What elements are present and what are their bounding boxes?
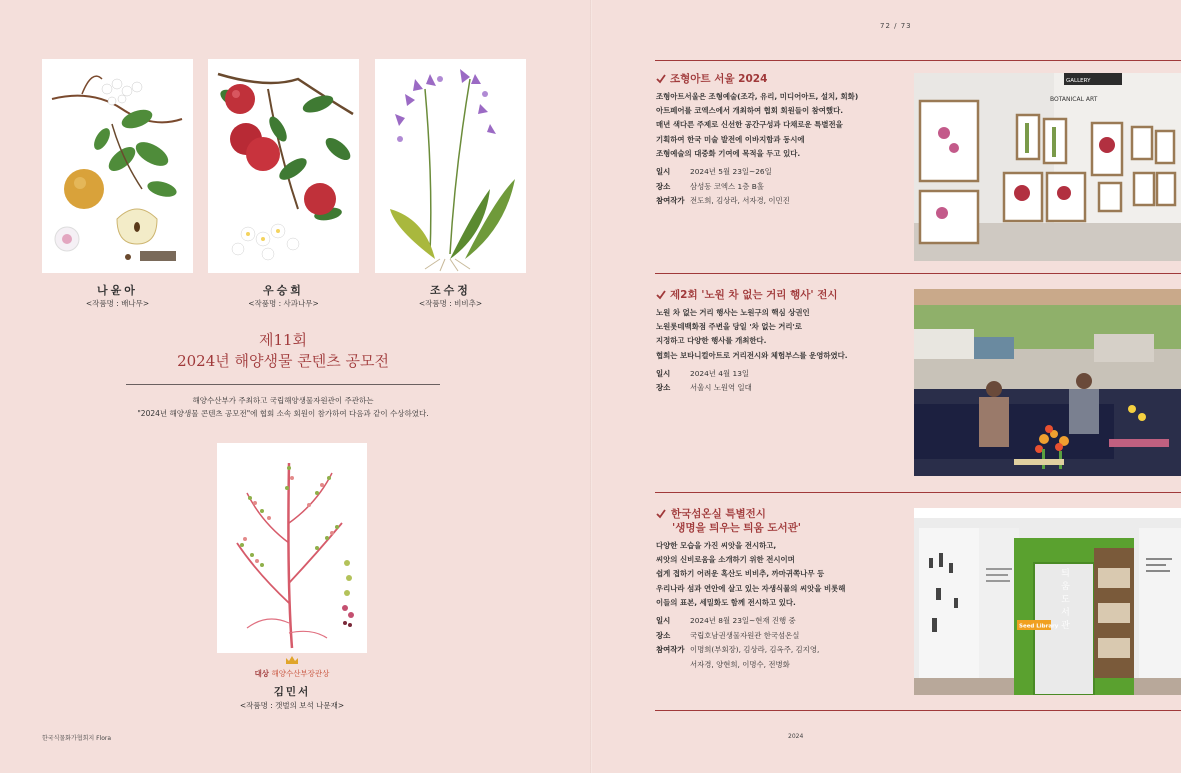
meta-value: 전도희, 김상라, 서자경, 이민진 xyxy=(690,196,790,206)
award-work-title: <작품명 : 갯벌의 보석 나문재> xyxy=(239,701,345,710)
check-icon xyxy=(656,290,666,300)
contest-description xyxy=(100,394,466,420)
apple-tree-illustration xyxy=(208,59,359,273)
body-line: 조형아트서울은 조형예술(조각, 유리, 미디어아트, 설치, 회화) xyxy=(656,92,859,101)
section-body-2 xyxy=(656,306,906,363)
photo-gallery-booth xyxy=(914,73,1181,261)
suaeda-illustration xyxy=(217,443,367,653)
section-title-3 xyxy=(656,507,906,535)
section-title-1-text: 조형아트 서울 2024 xyxy=(670,73,768,85)
meta-row xyxy=(656,165,906,180)
section-title-3-text: 한국섬온실 특별전시 xyxy=(671,508,766,520)
artist-name-1: 나윤아 xyxy=(97,284,138,297)
section-body-1 xyxy=(656,90,906,161)
library-vertical-sign: 틔움도서관 xyxy=(1059,568,1069,633)
meta-value: 서자경, 양현희, 이명수, 전병화 xyxy=(690,659,790,669)
body-line: 이들의 표본, 세밀화도 함께 전시하고 있다. xyxy=(656,597,796,607)
footer-publication: 한국식물화가협회지 Flora xyxy=(42,735,112,742)
meta-value: 삼성동 코엑스 1층 B홀 xyxy=(690,181,764,191)
meta-row xyxy=(656,629,906,644)
body-line: 협회는 보타니컬아트로 거리전시와 체험부스를 운영하였다. xyxy=(656,350,848,360)
meta-row xyxy=(656,381,906,396)
award-artist-name: 김민서 xyxy=(273,686,311,698)
photo-seed-library xyxy=(914,508,1181,695)
meta-key: 장소 xyxy=(656,181,671,191)
contest-desc-line1: 해양수산부가 주최하고 국립해양생물자원관이 주관하는 xyxy=(192,396,374,405)
meta-row xyxy=(656,614,906,629)
meta-key: 일시 xyxy=(656,368,671,378)
meta-value: 서울시 노원역 일대 xyxy=(690,383,752,393)
section-divider-1 xyxy=(655,60,1181,61)
work-title-1: <작품명 : 배나무> xyxy=(85,299,150,308)
gallery-name: BOTANICAL ART xyxy=(1050,96,1098,103)
contest-divider xyxy=(126,384,440,385)
artwork-apple-tree xyxy=(208,59,359,273)
bottom-divider xyxy=(655,710,1181,711)
meta-key: 참여작가 xyxy=(656,645,685,655)
meta-value: 2024년 5월 23일~26일 xyxy=(690,167,772,177)
section-divider-3 xyxy=(655,492,1181,493)
body-line: 노원 차 없는 거리 행사는 노원구의 핵심 상권인 xyxy=(656,308,810,317)
body-line: 우리나라 섬과 연안에 살고 있는 자생식물의 씨앗을 비롯해 xyxy=(656,583,846,593)
artist-name-2: 우승희 xyxy=(263,284,304,297)
meta-value: 2024년 8월 23일~현재 진행 중 xyxy=(690,616,796,626)
section-title-3-subtitle: '생명을 틔우는 틔움 도서관' xyxy=(672,522,801,534)
gallery-label: GALLERY xyxy=(1066,78,1091,84)
meta-key: 일시 xyxy=(656,616,671,626)
meta-value: 국립호남권생물자원관 한국섬온실 xyxy=(690,630,800,640)
body-line: 매년 색다른 주제로 신선한 공간구성과 다채로운 특별전을 xyxy=(656,120,843,130)
hosta-illustration xyxy=(375,59,526,273)
award-grand-label: 대상 xyxy=(254,669,270,678)
section-title-1 xyxy=(656,72,906,86)
body-line: 조형예술의 대중화 기여에 목적을 두고 있다. xyxy=(656,148,801,158)
meta-key: 장소 xyxy=(656,383,671,393)
meta-key: 참여작가 xyxy=(656,196,685,206)
meta-key: 장소 xyxy=(656,630,671,640)
footer-year: 2024 xyxy=(788,733,804,740)
section-meta-1 xyxy=(656,165,906,209)
page-gutter xyxy=(590,0,592,773)
crown-icon xyxy=(285,655,299,665)
photo-street-event xyxy=(914,289,1181,476)
page-number: 72 / 73 xyxy=(880,22,912,30)
section-title-2-text: 제2회 '노원 차 없는 거리 행사' 전시 xyxy=(670,289,838,301)
meta-row xyxy=(656,658,906,673)
contest-title-line1: 제11회 xyxy=(258,331,308,349)
section-divider-2 xyxy=(655,273,1181,274)
work-title-2: <작품명 : 사과나무> xyxy=(248,299,319,308)
body-line: 기획하여 한국 미술 발전에 이바지함과 동시에 xyxy=(656,134,805,144)
check-icon xyxy=(656,509,666,519)
seed-library-photo xyxy=(914,508,1181,695)
meta-row xyxy=(656,180,906,195)
meta-key: 일시 xyxy=(656,167,671,177)
street-event-photo xyxy=(914,289,1181,476)
body-line: 씨앗의 신비로움을 소개하기 위한 전시이며 xyxy=(656,555,795,565)
award-category xyxy=(200,668,384,679)
meta-value: 이명희(부회장), 김상라, 김옥주, 김지영, xyxy=(690,645,820,655)
gallery-booth-photo xyxy=(914,73,1181,261)
section-seed-library xyxy=(656,507,906,672)
body-line: 노원롯데백화점 주변을 당일 '차 없는 거리'로 xyxy=(656,322,802,332)
seed-library-sign: Seed Library xyxy=(1019,623,1059,630)
meta-row xyxy=(656,643,906,658)
body-line: 다양한 모습을 가진 씨앗을 전시하고, xyxy=(656,541,777,550)
section-meta-2 xyxy=(656,367,906,396)
section-title-2 xyxy=(656,288,906,302)
section-nowon-street xyxy=(656,288,906,396)
artwork-hosta xyxy=(375,59,526,273)
award-artwork xyxy=(217,443,367,653)
section-body-3 xyxy=(656,539,906,610)
pear-tree-illustration xyxy=(42,59,193,273)
work-title-3: <작품명 : 비비추> xyxy=(418,299,483,308)
meta-row xyxy=(656,194,906,209)
section-joyeong-art xyxy=(656,72,906,209)
meta-key xyxy=(656,658,690,673)
body-line: 지정하고 다양한 행사를 개최한다. xyxy=(656,336,767,346)
award-prize-label: 해양수산부장관상 xyxy=(271,669,330,678)
meta-row xyxy=(656,367,906,382)
check-icon xyxy=(656,74,666,84)
section-meta-3 xyxy=(656,614,906,672)
contest-title xyxy=(126,330,440,372)
body-line: 아트페어를 코엑스에서 개최하여 협회 회원들이 참여했다. xyxy=(656,106,844,116)
artist-name-3: 조수정 xyxy=(430,284,471,297)
contest-desc-line2: "2024년 해양생물 콘텐츠 공모전"에 협회 소속 회원이 참가하여 다음과 같이 수상하였다. xyxy=(137,409,429,418)
artwork-pear-tree xyxy=(42,59,193,273)
contest-title-line2: 2024년 해양생물 콘텐츠 공모전 xyxy=(177,352,389,370)
meta-value: 2024년 4월 13일 xyxy=(690,368,750,378)
body-line: 쉽게 접하기 어려운 혹산도 비비추, 까마귀쪽나무 등 xyxy=(656,569,825,579)
